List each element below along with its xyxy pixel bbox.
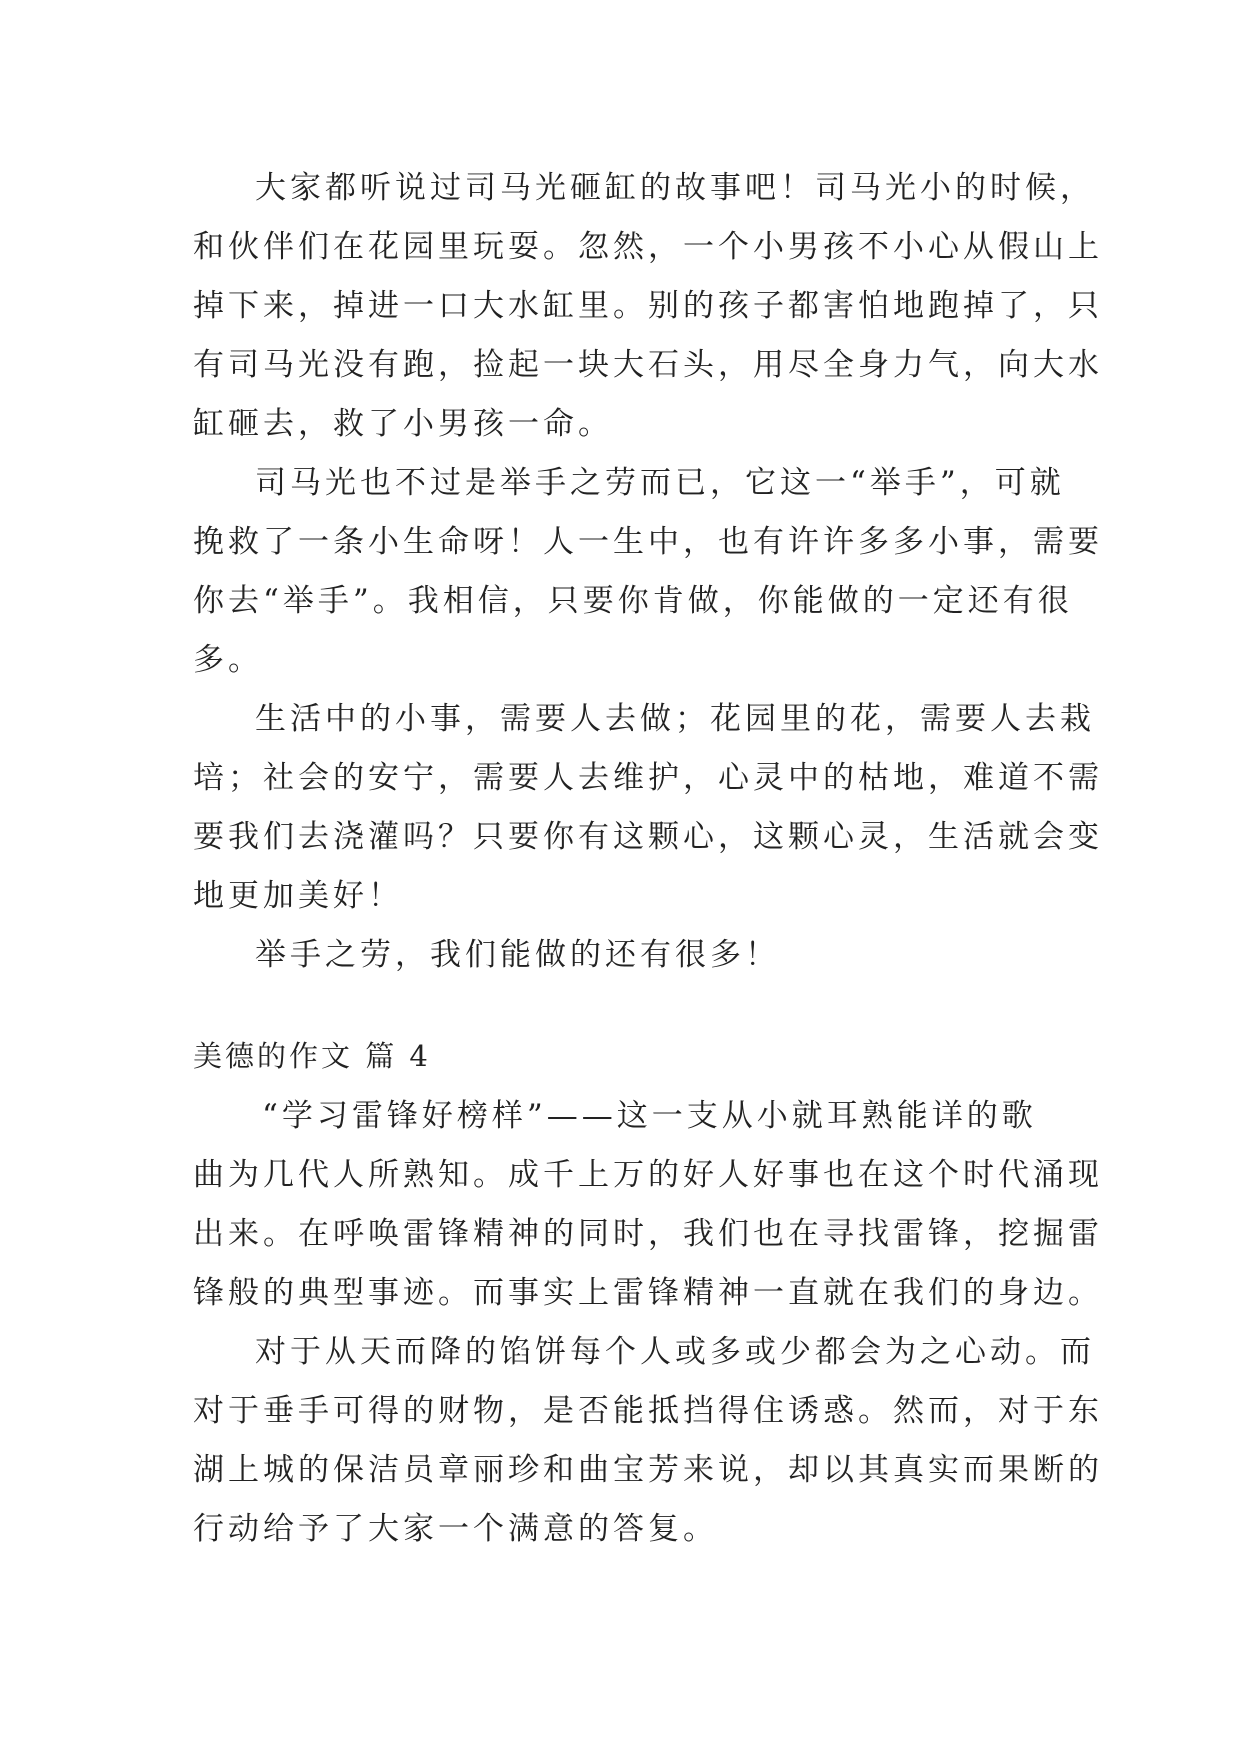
text-line: 生活中的小事，需要人去做；花园里的花，需要人去栽 [255,701,1095,737]
text-line: 缸砸去，救了小男孩一命。 [193,406,613,442]
text-line: 挽救了一条小生命呀！人一生中，也有许许多多小事，需要 [193,524,1103,560]
text-line: 司马光也不过是举手之劳而已，它这一“举手”，可就 [255,465,1065,501]
text-line: 有司马光没有跑，捡起一块大石头，用尽全身力气，向大水 [193,347,1103,383]
text-line: 对于从天而降的馅饼每个人或多或少都会为之心动。而 [255,1334,1095,1370]
text-line: 锋般的典型事迹。而事实上雷锋精神一直就在我们的身边。 [193,1275,1103,1311]
text-line: 对于垂手可得的财物，是否能抵挡得住诱惑。然而，对于东 [193,1393,1103,1429]
text-line: 行动给予了大家一个满意的答复。 [193,1511,718,1547]
text-line: 掉下来，掉进一口大水缸里。别的孩子都害怕地跑掉了，只 [193,288,1103,324]
text-line: 地更加美好！ [193,878,403,914]
text-line: 培；社会的安宁，需要人去维护，心灵中的枯地，难道不需 [193,760,1103,796]
text-line: 曲为几代人所熟知。成千上万的好人好事也在这个时代涌现 [193,1157,1103,1193]
text-line: 你去“举手”。我相信，只要你肯做，你能做的一定还有很 [193,583,1073,619]
text-line: 多。 [193,642,263,678]
text-line: 湖上城的保洁员章丽珍和曲宝芳来说，却以其真实而果断的 [193,1452,1103,1488]
text-line: 出来。在呼唤雷锋精神的同时，我们也在寻找雷锋，挖掘雷 [193,1216,1103,1252]
section-heading: 美德的作文 篇 4 [193,1039,431,1073]
text-line: 举手之劳，我们能做的还有很多！ [255,937,780,973]
text-line: 和伙伴们在花园里玩耍。忽然，一个小男孩不小心从假山上 [193,229,1103,265]
text-line: “学习雷锋好榜样”——这一支从小就耳熟能详的歌 [262,1098,1037,1134]
text-line: 大家都听说过司马光砸缸的故事吧！司马光小的时候， [255,170,1095,206]
text-line: 要我们去浇灌吗？只要你有这颗心，这颗心灵，生活就会变 [193,819,1103,855]
